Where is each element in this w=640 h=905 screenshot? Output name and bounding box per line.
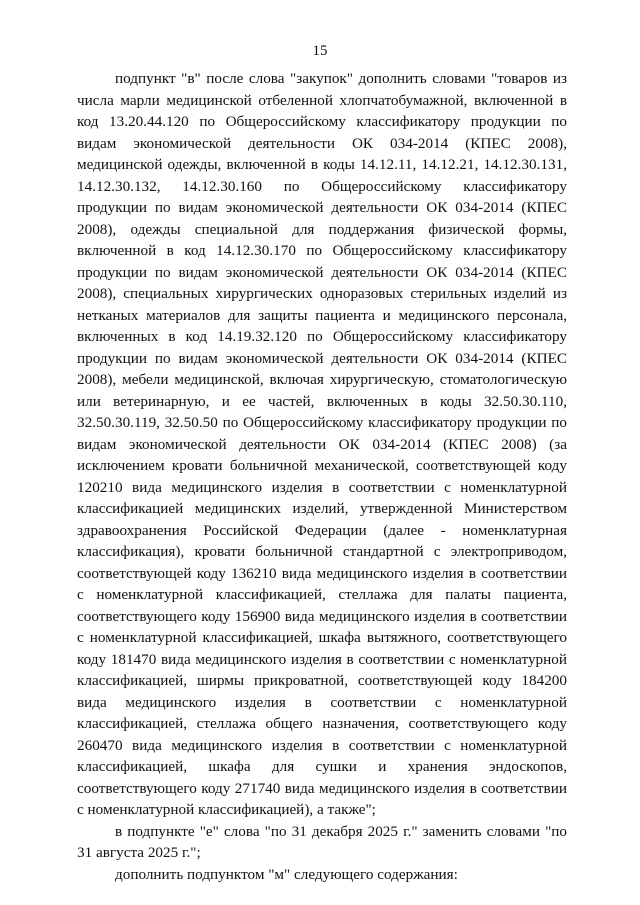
paragraph-add-subparagraph-m: дополнить подпунктом "м" следующего содержания: bbox=[115, 865, 458, 883]
document-body bbox=[77, 68, 567, 885]
paragraph-subparagraph-v: подпункт "в" после слова "закупок" дополнить словами "товаров из числа марли медицинской отбеленной хлопчатобумажной, включенной в код 13.20.44.120 по Общероссийскому классификатору продукции по видам экономической деятельности ОК 034-2014 (КПЕС 2008), медицинской одежды, включенной в коды 14.12.11, 14.12.21, 14.12.30.131, 14.12.30.132, 14.12.30.160 по Общероссийскому классификатору продукции по видам экономической деятельности ОК 034-2014 (КПЕС 2008), одежды специальной для поддержания физической формы, включенной в код 14.12.30.170 по Общероссийскому классификатору продукции по видам экономической деятельности ОК 034-2014 (КПЕС 2008), специальных хирургических одноразовых стерильных изделий из нетканых материалов для защиты пациента и медицинского персонала, включенных в код 14.19.32.120 по Общероссийскому классификатору продукции по видам экономической деятельности ОК 034-2014 (КПЕС 2008), мебели медицинской, включая хирургическую, стоматологическую или ветеринарную, и ее частей, включенных в коды 32.50.30.110, 32.50.30.119, 32.50.50 по Общероссийскому классификатору продукции по видам экономической деятельности ОК 034-2014 (КПЕС 2008) (за исключением кровати больничной механической, соответствующей коду 120210 вида медицинского изделия в соответствии с номенклатурной классификацией медицинских изделий, утвержденной Министерством здравоохранения Российской Федерации (далее - номенклатурная классификация), кровати больничной стандартной с электроприводом, соответствующей коду 136210 вида медицинского изделия в соответствии с номенклатурной классификацией, стеллажа для палаты пациента, соответствующего коду 156900 вида медицинского изделия в соответствии с номенклатурной классификацией, шкафа вытяжного, соответствующего коду 181470 вида медицинского изделия в соответствии с номенклатурной классификацией, ширмы прикроватной, соответствующей коду 184200 вида медицинского изделия в соответствии с номенклатурной классификацией, стеллажа общего назначения, соответствующего коду 260470 вида медицинского изделия в соответствии с номенклатурной классификацией, шкафа для сушки и хранения эндоскопов, соответствующего коду 271740 вида медицинского изделия в соответствии с номенклатурной классификацией), а также"; bbox=[77, 70, 567, 818]
paragraph-subparagraph-e: в подпункте "е" слова "по 31 декабря 2025 г." заменить словами "по 31 августа 2025 г."; bbox=[77, 822, 567, 861]
page-number: 15 bbox=[312, 43, 328, 59]
